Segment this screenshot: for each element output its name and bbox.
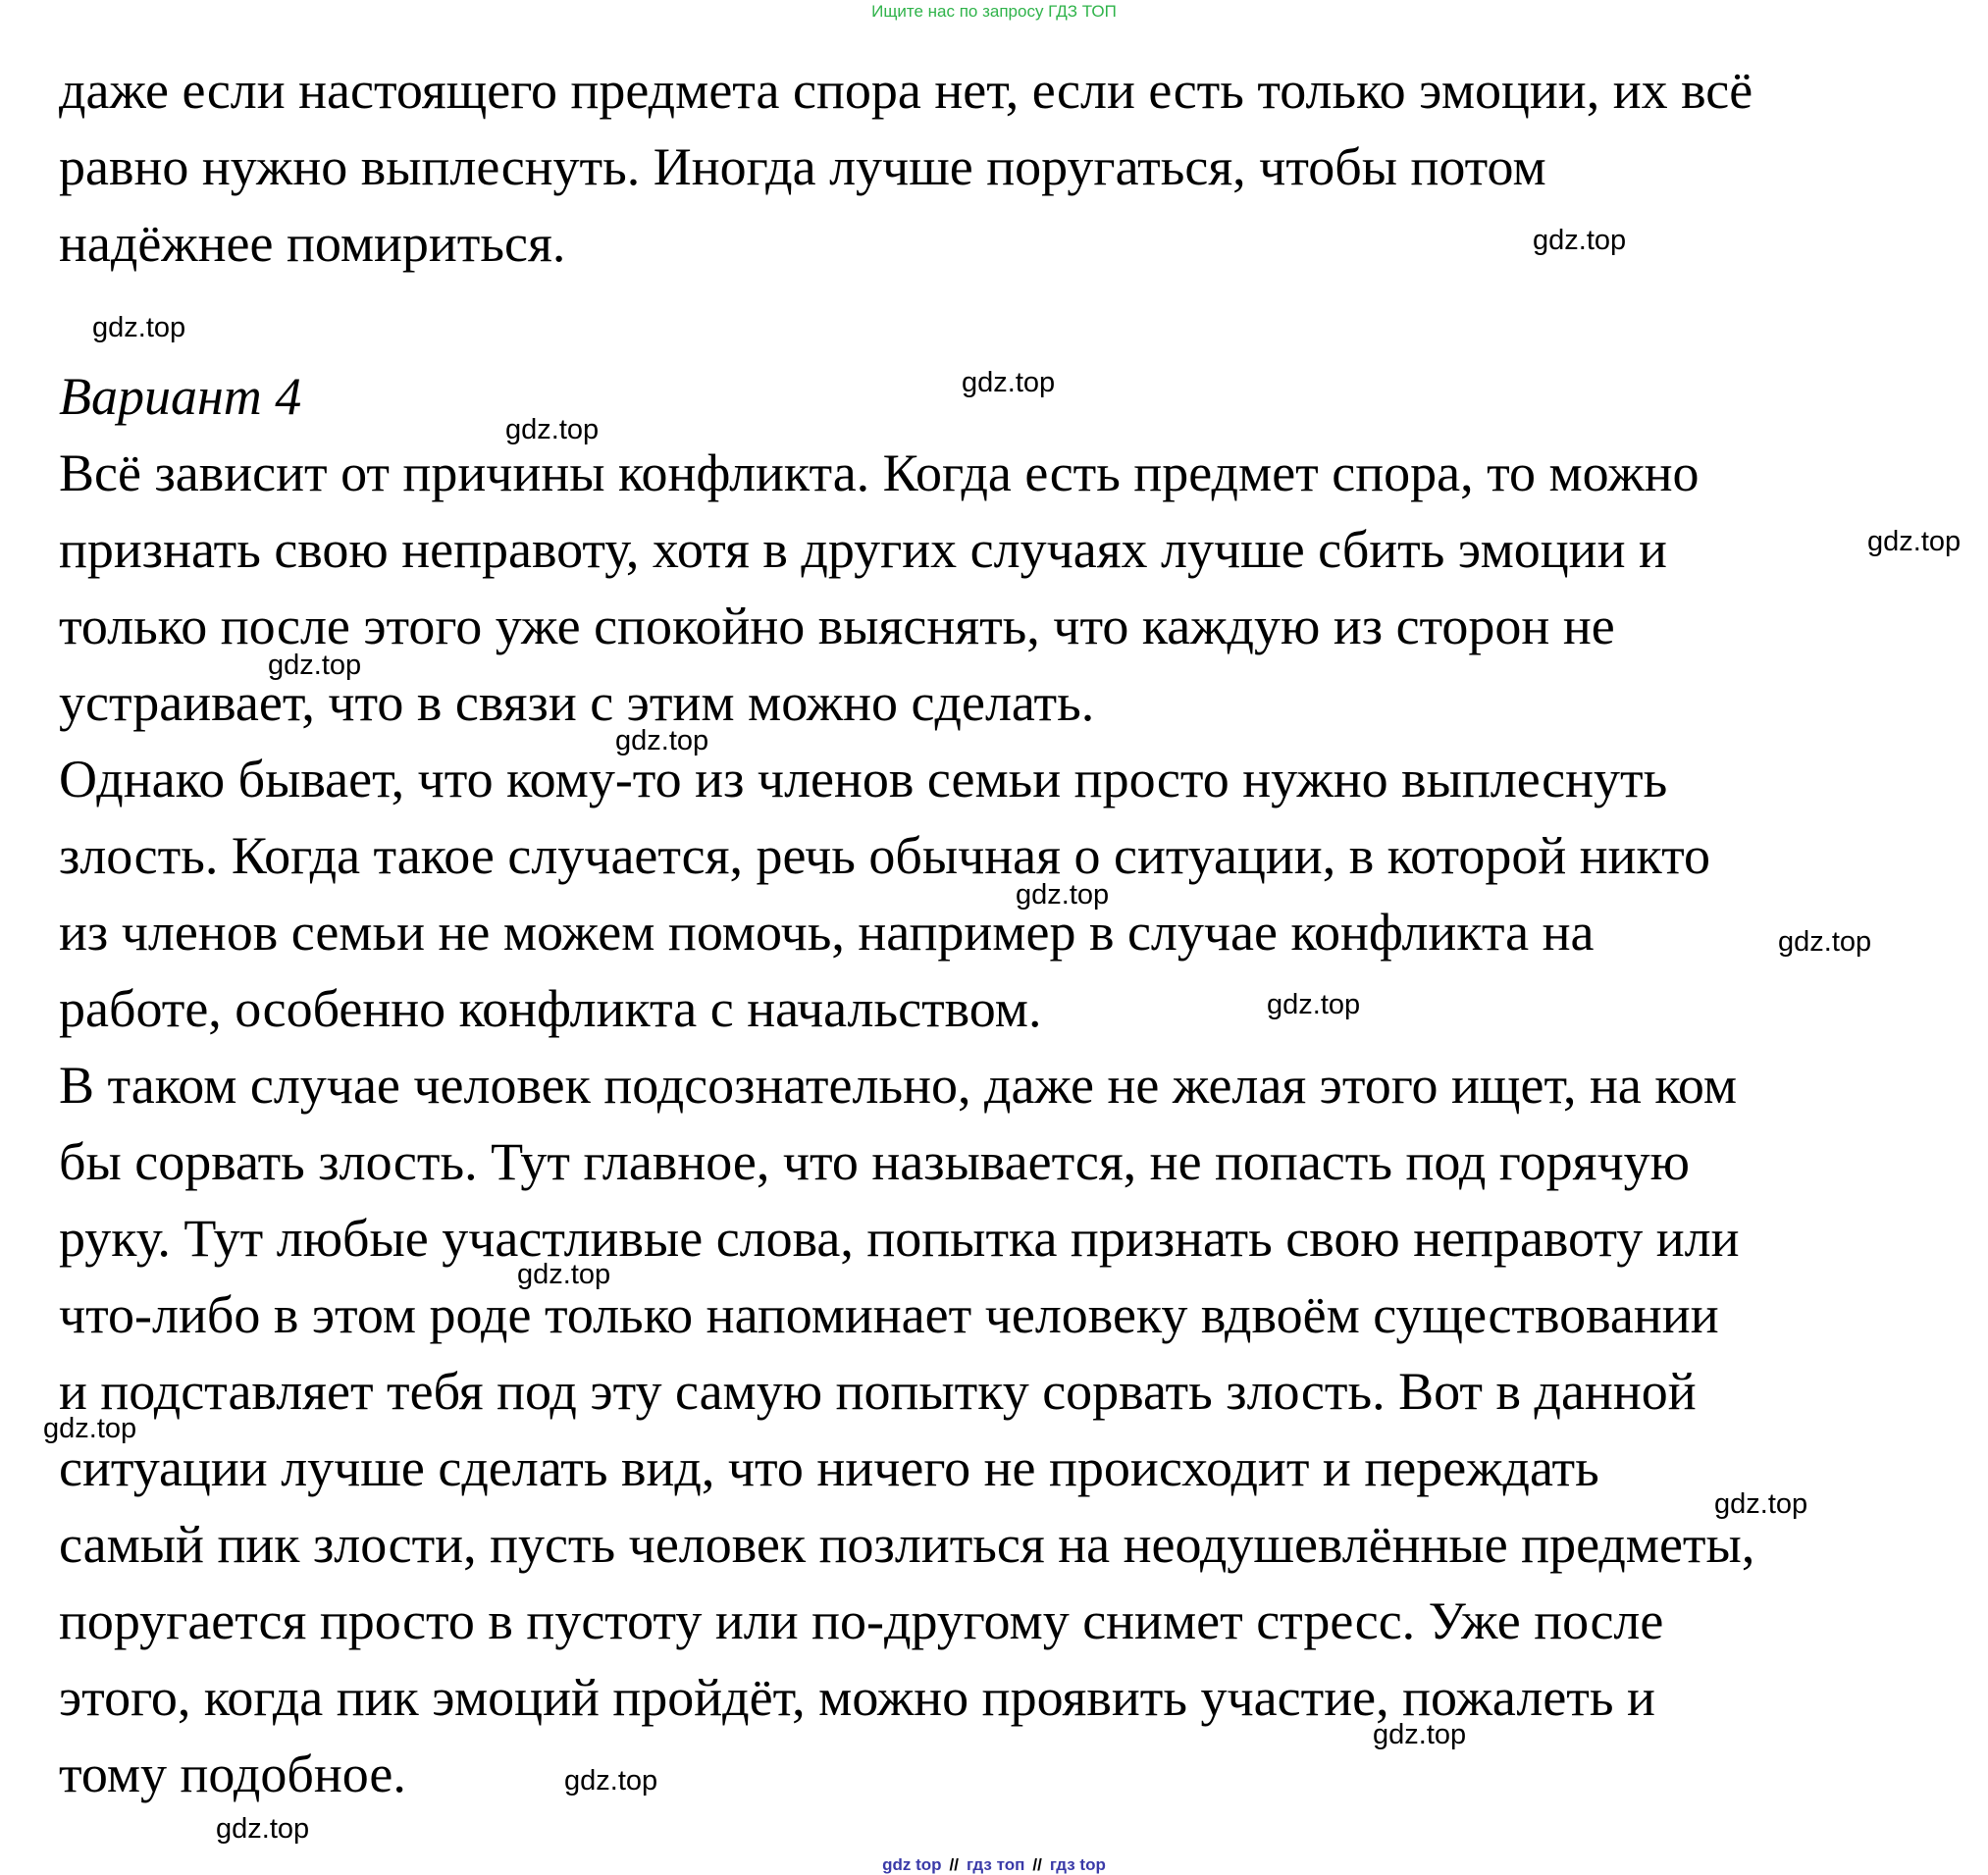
watermark: gdz.top (564, 1765, 658, 1797)
text-line: работе, особенно конфликта с начальством. (59, 979, 1042, 1038)
text-line: поругается просто в пустоту или по-другому снимет стресс. Уже после (59, 1591, 1664, 1650)
footer-link-gdz-top[interactable]: gdz top (882, 1855, 942, 1874)
text-line: самый пик злости, пусть человек позлиться на неодушевлённые предметы, (59, 1515, 1755, 1574)
text-line: и подставляет тебя под эту самую попытку сорвать злость. Вот в данной (59, 1362, 1697, 1421)
text-line: злость. Когда такое случается, речь обычная о ситуации, в которой никто (59, 826, 1710, 885)
text-line: бы сорвать злость. Тут главное, что называется, не попасть под горячую (59, 1132, 1690, 1191)
watermark: gdz.top (615, 725, 709, 756)
watermark: gdz.top (1016, 879, 1110, 911)
text-line: что-либо в этом роде только напоминает человеку вдвоём существовании (59, 1285, 1719, 1344)
text-line: ситуации лучше сделать вид, что ничего не происходит и переждать (59, 1438, 1599, 1497)
section-heading: Вариант 4 (59, 367, 302, 426)
text-line: Всё зависит от причины конфликта. Когда есть предмет спора, то можно (59, 443, 1700, 502)
text-line: устраивает, что в связи с этим можно сделать. (59, 673, 1095, 732)
text-line: надёжнее помириться. (59, 214, 566, 273)
text-line: Однако бывает, что кому-то из членов семьи просто нужно выплеснуть (59, 750, 1668, 808)
watermark: gdz.top (43, 1413, 137, 1444)
text-line: признать свою неправоту, хотя в других случаях лучше сбить эмоции и (59, 520, 1667, 579)
footer-link-gdz-top-ru[interactable]: гдз топ (967, 1855, 1025, 1874)
text-line: равно нужно выплеснуть. Иногда лучше поругаться, чтобы потом (59, 137, 1546, 196)
text-line: В таком случае человек подсознательно, даже не желая этого ищет, на ком (59, 1056, 1738, 1115)
text-line: этого, когда пик эмоций пройдёт, можно проявить участие, пожалеть и (59, 1668, 1655, 1727)
text-line: руку. Тут любые участливые слова, попытка признать свою неправоту или (59, 1209, 1740, 1268)
watermark: gdz.top (1778, 926, 1872, 958)
watermark: gdz.top (216, 1813, 310, 1845)
watermark: gdz.top (1267, 989, 1361, 1020)
watermark: gdz.top (505, 414, 600, 445)
text-line: даже если настоящего предмета спора нет, если есть только эмоции, их всё (59, 61, 1753, 120)
footer-separator: // (949, 1855, 959, 1874)
footer-link-gdz-top-mixed[interactable]: гдз top (1049, 1855, 1106, 1874)
text-line: только после этого уже спокойно выяснять, что каждую из сторон не (59, 597, 1615, 655)
top-banner: Ищите нас по запросу ГДЗ ТОП (871, 2, 1117, 21)
text-line: тому подобное. (59, 1745, 406, 1803)
footer-separator: // (1032, 1855, 1042, 1874)
watermark: gdz.top (962, 367, 1056, 398)
watermark: gdz.top (1867, 526, 1962, 557)
watermark: gdz.top (268, 650, 362, 681)
watermark: gdz.top (1714, 1488, 1808, 1520)
watermark: gdz.top (517, 1259, 611, 1290)
watermark: gdz.top (92, 312, 186, 343)
watermark: gdz.top (1533, 225, 1627, 256)
watermark: gdz.top (1373, 1719, 1467, 1750)
footer (0, 1855, 1988, 1875)
text-line: из членов семьи не можем помочь, например в случае конфликта на (59, 903, 1595, 962)
